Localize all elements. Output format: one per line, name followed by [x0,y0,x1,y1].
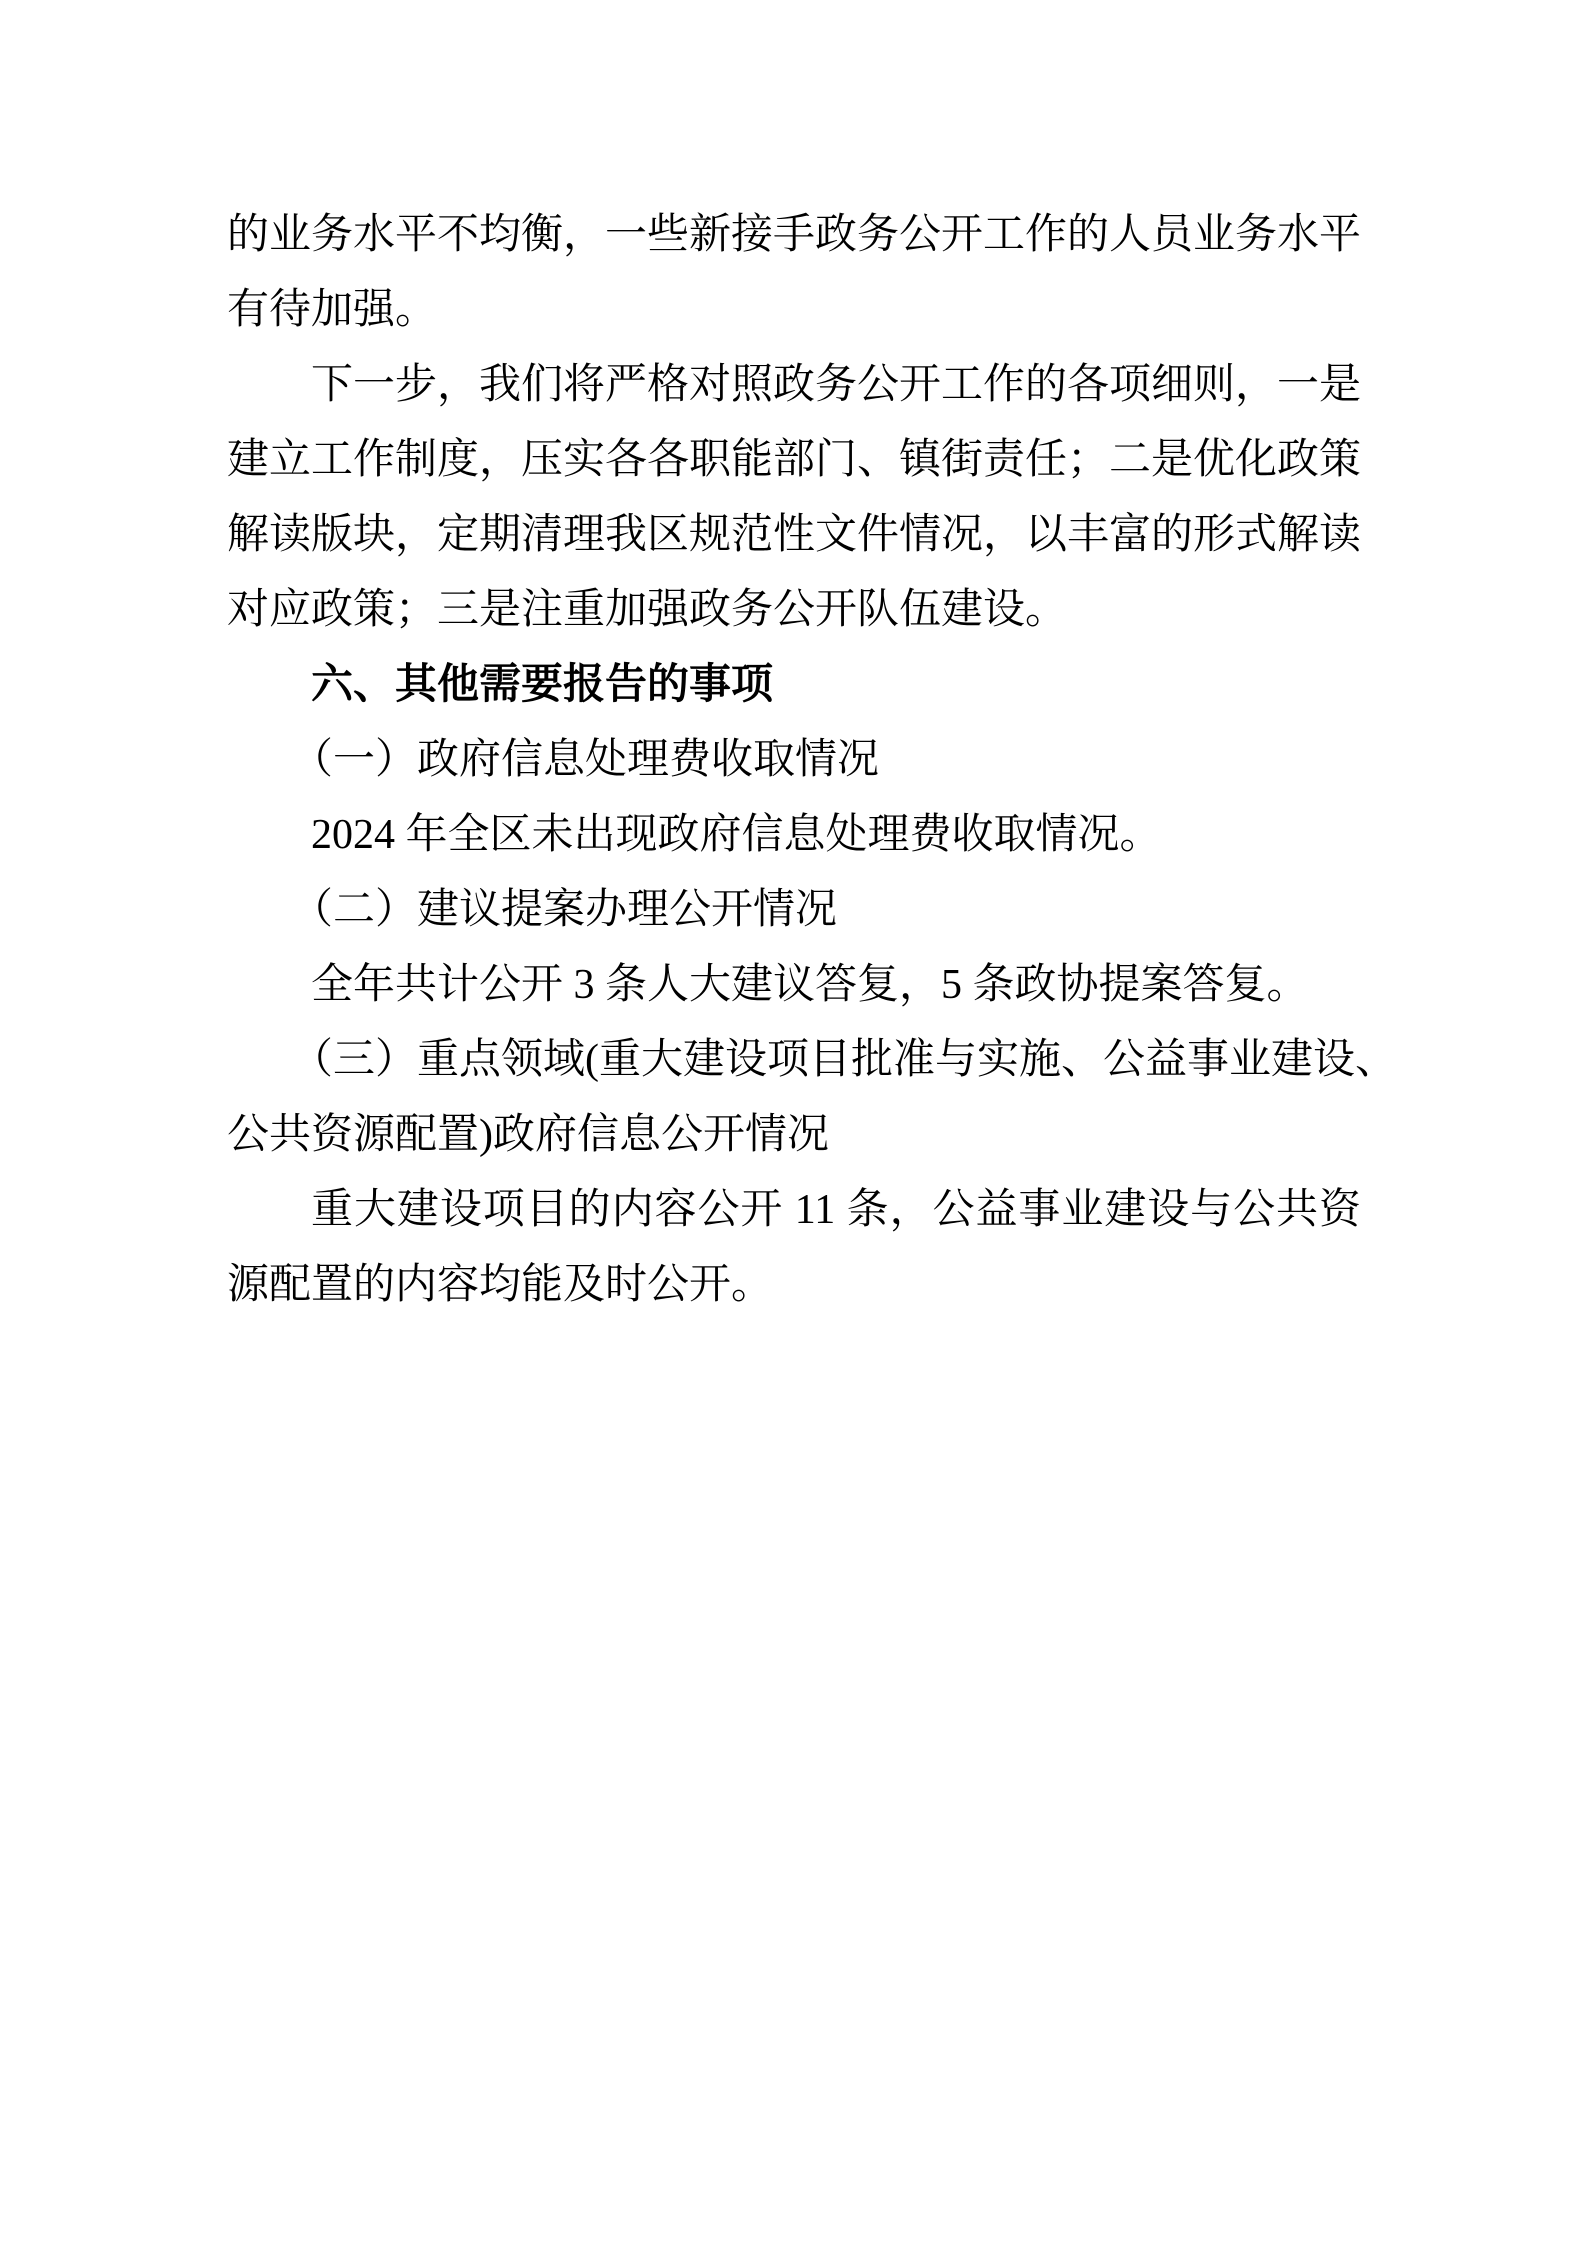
paragraph-line: 的业务水平不均衡，一些新接手政务公开工作的人员业务水平 [227,212,1362,258]
paragraph-line: 重大建设项目的内容公开 11 条，公益事业建设与公共资 [311,1187,1361,1233]
subsection-heading-3: （三）重点领域(重大建设项目批准与实施、公益事业建设、 [291,1037,1397,1083]
paragraph-line: 源配置的内容均能及时公开。 [227,1262,774,1308]
paragraph-line: 2024 年全区未出现政府信息处理费收取情况。 [311,812,1162,858]
subsection-heading-1: （一）政府信息处理费收取情况 [291,737,880,783]
paragraph-line: 解读版块，定期清理我区规范性文件情况，以丰富的形式解读 [227,512,1362,558]
paragraph-line: 全年共计公开 3 条人大建议答复，5 条政协提案答复。 [311,962,1309,1008]
paragraph-line: 有待加强。 [227,287,438,333]
section-heading: 六、其他需要报告的事项 [311,662,774,708]
subsection-heading-2: （二）建议提案办理公开情况 [291,887,838,933]
paragraph-line: 对应政策；三是注重加强政务公开队伍建设。 [227,587,1068,633]
subsection-heading-3-continued: 公共资源配置)政府信息公开情况 [227,1112,829,1158]
paragraph-line: 下一步，我们将严格对照政务公开工作的各项细则，一是 [311,362,1362,408]
paragraph-line: 建立工作制度，压实各各职能部门、镇街责任；二是优化政策 [227,437,1362,483]
document-text-block [227,198,1397,1323]
